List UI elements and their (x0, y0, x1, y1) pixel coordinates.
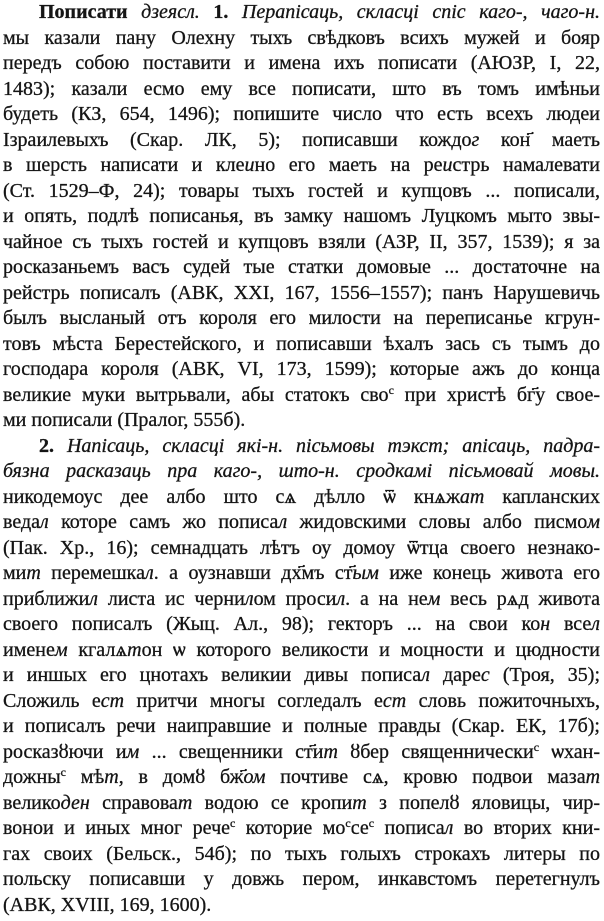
italic-run: л (421, 664, 430, 686)
text-line (3, 485, 600, 511)
text-run: иже конець живота его (378, 562, 600, 584)
text-run: водою се кропи (192, 791, 353, 814)
text-run: Ізраилевыхъ (Скар. ЛК, 5); пописавши кождо (3, 128, 472, 151)
text-run: он ѡ которого великости и моцности и цюдности (141, 638, 600, 661)
italic-run: м (587, 511, 600, 533)
text-run: . а оузнавши дх҃мъ ст҃ (153, 562, 353, 584)
italic-run: т (323, 740, 338, 763)
text-run: которие мо (235, 817, 346, 839)
text-run: передъ собою поставити и имена ихъ пописати (АЮЗР, І, 22, (3, 52, 600, 74)
text-run: стрь намалевати (452, 154, 600, 176)
text-run (128, 1, 142, 23)
text-run: даре (429, 664, 481, 686)
text-run: словь пожиточныхъ, (406, 689, 600, 712)
text-run: (АВК, XVIII, 169, 1600). (3, 893, 212, 916)
italic-run: ым (352, 562, 379, 584)
italic-run: ден (60, 791, 90, 814)
italic-run: т (127, 638, 142, 661)
text-run: господара короля (АВК, VI, 173, 1599); которые ажъ до конца (3, 358, 600, 380)
text-line (3, 51, 600, 77)
text-run: и опять, подлѣ пописанья, въ замку нашомъ Луцкомъ мыто звы- (3, 205, 600, 227)
italic-run: м (126, 740, 140, 763)
text-run: пописа (374, 817, 445, 839)
text-line (3, 408, 600, 434)
text-line (3, 791, 600, 817)
italic-run: г (471, 128, 480, 151)
text-line (3, 587, 600, 613)
superscript-run: с (388, 382, 394, 397)
text-run: во вторих кни- (453, 817, 600, 839)
text-run: своего пописалъ (Жыц. Ал., 98); гекторъ ... на свои ко (3, 613, 541, 635)
text-line (3, 459, 600, 485)
text-line (3, 842, 600, 868)
text-run: но его маеть на ре (254, 154, 443, 176)
text-run: (Троя, 35); (489, 664, 600, 686)
italic-run: л (591, 613, 600, 635)
text-run: приближи (3, 587, 90, 610)
dictionary-entry (3, 0, 600, 918)
paragraph-2 (3, 434, 600, 919)
text-run: (Ст. 1529–Ф, 24); товары тыхъ гостей и купцовъ ... пописали, (3, 179, 600, 202)
italic-run: л (144, 562, 154, 584)
superscript-run: с (230, 816, 236, 830)
superscript-run: с (60, 765, 66, 779)
text-line (3, 740, 600, 766)
text-run: ом проси (253, 587, 337, 610)
italic-run: н (540, 613, 551, 635)
text-line (3, 179, 600, 205)
italic-run: л (40, 511, 49, 533)
superscript-run: с (368, 816, 375, 830)
text-run: великие муки вытрьвали, абы статокъ сво (3, 383, 389, 406)
text-run: и пописалъ речи наиправшие и полные правды (Скар. ЕК, 17б); (3, 715, 600, 737)
superscript-run: с (345, 816, 351, 830)
italic-run: ат (459, 485, 485, 508)
italic-run: дзеясл. (141, 1, 200, 23)
text-line (3, 510, 600, 536)
text-run: имене (3, 638, 55, 661)
text-line (3, 128, 600, 154)
text-line (3, 357, 600, 383)
text-line (3, 255, 600, 281)
text-run: веда (3, 511, 40, 533)
bold-run: 1. (213, 1, 229, 23)
text-run: былъ высланый отъ короля его милости на переписанье кгрун- (3, 307, 600, 329)
text-run: велико (3, 791, 61, 814)
text-line (3, 77, 600, 103)
italic-run: м (54, 638, 68, 661)
text-run: которе самъ жо пописа (48, 511, 279, 533)
text-run: почтиве сѧ, кровю подвои маза (265, 766, 586, 788)
text-line (3, 332, 600, 358)
text-line (3, 306, 600, 332)
text-run: росказаньемъ васъ судей тые статки домовые ... достаточне на (3, 256, 600, 278)
bold-run: Пописати (39, 1, 128, 23)
text-line (3, 714, 600, 740)
text-line (3, 867, 600, 893)
italic-run: Напісаць, скласці які-н. пісьмовы тэкст; апісаць, падра- (66, 434, 600, 457)
italic-run: Перапісаць, скласці спіс каго-, чаго-н. (241, 1, 600, 23)
text-line (3, 26, 600, 52)
text-run (54, 435, 67, 457)
text-run: польску пописавши у довжь пером, инкавстомъ перетегнулъ (3, 868, 600, 890)
italic-run: л (336, 587, 346, 610)
italic-run: с (480, 664, 490, 686)
text-line (3, 561, 600, 587)
text-line (3, 383, 600, 409)
bold-run: 2. (39, 434, 54, 457)
text-run: никодемоус дее албо што сѧ дѣлло ѿ кнѧж (3, 485, 460, 508)
text-run: жидовскими словы албо писмо (287, 511, 588, 533)
text-run: мы казали пану Олехну тыхъ свѣдковъ всихъ мужей и бояр (3, 26, 600, 49)
italic-run: т (26, 562, 41, 584)
text-run: ... свещенники ст҃и (139, 740, 324, 763)
text-run: . а на не (345, 587, 428, 610)
text-run: перемешка (40, 562, 145, 584)
text-run: , в домȣ бж҃ (118, 766, 244, 788)
text-run: капланских (484, 485, 600, 508)
italic-run: м (427, 587, 441, 610)
text-line (3, 434, 600, 460)
text-run: листа ис черни (98, 587, 245, 610)
text-run: гах своих (Бельск., 54б); по тыхъ голыхъ строкахъ литеры по (3, 842, 600, 865)
text-run: кгалѧ (67, 638, 128, 661)
text-run: мѣ (65, 766, 105, 788)
text-line (3, 102, 600, 128)
text-line (3, 204, 600, 230)
italic-run: ст (382, 689, 407, 712)
text-run: ȣбер священнически (337, 740, 534, 763)
italic-run: л (89, 587, 99, 610)
superscript-run: с (533, 739, 540, 754)
text-run: все (550, 613, 592, 635)
italic-run: т (177, 791, 193, 814)
text-line (3, 816, 600, 842)
text-run: вонои и иных мног рече (3, 817, 230, 839)
text-run: дожны (3, 766, 61, 788)
italic-run: л (278, 511, 288, 533)
text-run: ми пописали (Пралог, 555б). (3, 409, 246, 431)
italic-run: л (244, 587, 254, 610)
text-run: се (350, 817, 369, 839)
italic-run: ст (100, 689, 125, 712)
text-run: росказȣючи и (3, 740, 127, 763)
italic-run: т (585, 766, 600, 788)
italic-run: т (352, 791, 367, 814)
text-run: товъ мѣста Берестейского, и пописавши ѣхалъ зась съ тымъ до (3, 332, 600, 355)
italic-run: л (444, 817, 454, 839)
text-run: весь рѧд живота (440, 587, 600, 610)
text-run: будеть (КЗ, 654, 1496); попишите число что есть всехъ людеи (3, 103, 600, 125)
text-run: Сложиль е (3, 689, 101, 712)
text-run: при христѣ бг҃у свое- (393, 383, 600, 406)
paragraph-1 (3, 0, 600, 434)
text-line (3, 0, 600, 26)
text-line (3, 536, 600, 562)
text-line (3, 893, 600, 919)
text-line (3, 638, 600, 664)
text-run: ѡхан- (539, 740, 600, 763)
text-line (3, 663, 600, 689)
text-line (3, 765, 600, 791)
italic-run: т (104, 766, 119, 788)
text-run: и иншых его цнотахъ великии дивы пописа (3, 664, 422, 686)
text-line (3, 230, 600, 256)
text-run: з попелȣ яловицы, чир- (366, 791, 600, 814)
text-line (3, 689, 600, 715)
text-run: (Пак. Хр., 16); семнадцать лѣтъ оу домоу ѿтца своего незнако- (3, 536, 600, 559)
text-run: кон҃ маеть (479, 128, 600, 151)
text-run (228, 1, 242, 23)
italic-run: и (244, 154, 255, 176)
italic-run: бязна расказаць пра каго-, што-н. сродкамі пісьмовай мовы. (3, 460, 600, 482)
text-run: в шерсть написати и кле (3, 154, 245, 176)
text-run: рейстрь пописалъ (АВК, XXI, 167, 1556–1557); панъ Нарушевичь (3, 281, 600, 304)
text-line (3, 153, 600, 179)
text-run: притчи многы согледалъ е (124, 689, 383, 712)
text-run: 1483); казали есмо ему все пописати, што въ томъ имѣньи (3, 77, 600, 100)
text-run: справова (89, 791, 178, 814)
text-run: чайное съ тыхъ гостей и купцовъ взяли (АЗР, II, 357, 1539); я за (3, 230, 600, 253)
text-line (3, 281, 600, 307)
text-run (200, 1, 214, 23)
text-run: ми (3, 562, 27, 584)
italic-run: и (442, 154, 453, 176)
text-line (3, 612, 600, 638)
italic-run: ом (243, 766, 266, 788)
